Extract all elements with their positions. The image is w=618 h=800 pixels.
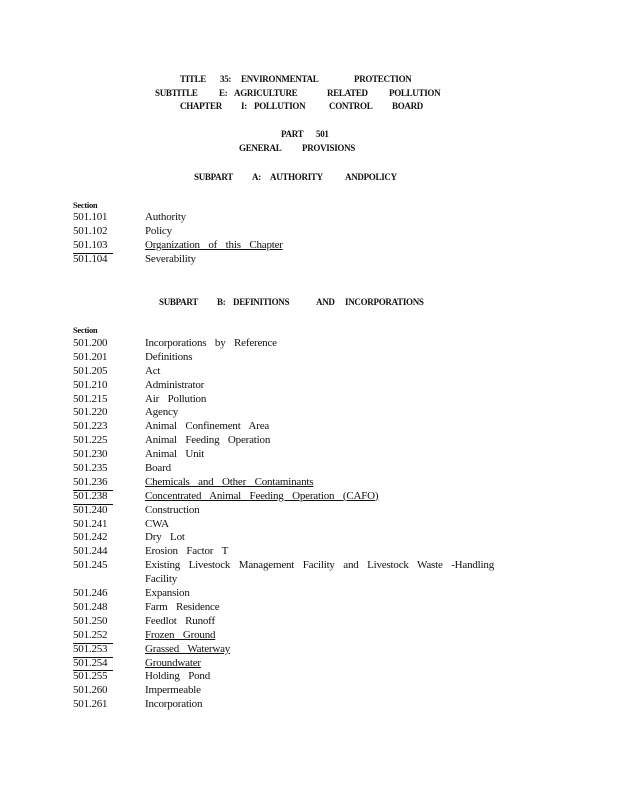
chapter-word: CHAPTER [180,101,222,111]
section-title: Policy [145,224,172,237]
part-number: 501 [316,129,329,139]
section-title: Groundwater [145,656,201,669]
section-title: Erosion Factor T [145,545,229,558]
section-title: Organization of this Chapter [145,238,283,251]
title-name-1: ENVIRONMENTAL [241,74,319,84]
section-number: 501.255 [73,670,108,683]
section-number: 501.104 [73,252,108,265]
section-number: 501.230 [73,448,108,461]
section-label: Section [73,325,98,335]
section-number: 501.223 [73,420,108,433]
subpart-b-letter: B: [217,297,226,307]
section-number: 501.241 [73,517,108,530]
section-title: Concentrated Animal Feeding Operation (CAFO) [145,489,379,502]
part-word: PART [281,129,304,139]
section-title: CWA [145,517,169,530]
section-number: 501.236 [73,475,108,488]
section-number: 501.205 [73,364,108,377]
section-number: 501.225 [73,434,108,447]
section-number: 501.254 [73,656,108,669]
section-number: 501.253 [73,642,108,655]
section-title: Expansion [145,587,190,600]
title-number: 35: [220,74,232,84]
section-title: Holding Pond [145,670,211,683]
chapter-name-3: BOARD [392,101,424,111]
subpart-b-name-3: INCORPORATIONS [345,297,424,307]
subpart-a-name-1: AUTHORITY [270,172,323,182]
section-number: 501.103 [73,238,108,251]
section-title: Dry Lot [145,531,185,544]
subpart-b-name-1: DEFINITIONS [233,297,290,307]
section-number: 501.246 [73,587,108,600]
section-title: Animal Feeding Operation [145,434,271,447]
section-number: 501.248 [73,600,108,613]
section-title: Animal Unit [145,448,205,461]
section-number: 501.220 [73,406,108,419]
section-number: 501.235 [73,462,108,475]
subpart-a-name-2: ANDPOLICY [345,172,397,182]
section-number: 501.245 [73,559,108,572]
section-number: 501.261 [73,698,108,711]
section-title: Frozen Ground [145,628,216,641]
section-number: 501.260 [73,684,108,697]
title-word: TITLE [180,74,207,84]
section-title: Impermeable [145,684,201,697]
section-title: Agency [145,406,179,419]
subpart-b-name-2: AND [316,297,335,307]
title-name-2: PROTECTION [354,74,412,84]
section-title: Definitions [145,350,193,363]
section-number: 501.101 [73,211,108,223]
subtitle-name-1: AGRICULTURE [234,88,298,98]
section-number: 501.240 [73,503,108,516]
section-number: 501.201 [73,350,108,363]
section-title: Authority [145,211,186,223]
subtitle-name-3: POLLUTION [389,88,441,98]
section-title: Severability [145,252,196,265]
section-number: 501.242 [73,531,108,544]
part-name-1: GENERAL [239,143,282,153]
section-number: 501.238 [73,489,108,502]
section-title: Grassed Waterway [145,642,231,655]
chapter-number: I: [241,101,247,111]
section-title: Air Pollution [145,392,207,405]
section-title: Incorporations by Reference [145,337,277,349]
section-number: 501.252 [73,628,108,641]
subtitle-letter: E: [219,88,228,98]
section-number: 501.200 [73,337,108,349]
section-number: 501.215 [73,392,108,405]
section-number: 501.250 [73,614,108,627]
subtitle-word: SUBTITLE [155,88,198,98]
subpart-a-letter: A: [252,172,261,182]
section-title: Chemicals and Other Contaminants [145,475,314,488]
subpart-b-word: SUBPART [159,297,198,307]
section-title: Farm Residence [145,600,220,613]
section-title: Animal Confinement Area [145,420,270,433]
section-title: Construction [145,503,200,516]
part-name-2: PROVISIONS [302,143,356,153]
section-title: Feedlot Runoff [145,614,215,627]
section-title: Administrator [145,378,205,391]
section-number: 501.102 [73,224,108,237]
section-number: 501.210 [73,378,108,391]
subpart-a-word: SUBPART [194,172,233,182]
section-title: Existing Livestock Management Facility and Livestock Waste -Handling Facility [145,559,494,586]
chapter-name-2: CONTROL [329,101,373,111]
section-title: Act [145,364,161,377]
section-label: Section [73,200,98,210]
section-number: 501.244 [73,545,108,558]
chapter-name-1: POLLUTION [254,101,306,111]
subtitle-name-2: RELATED [327,88,368,98]
section-title: Board [145,462,171,475]
section-title: Incorporation [145,698,203,711]
